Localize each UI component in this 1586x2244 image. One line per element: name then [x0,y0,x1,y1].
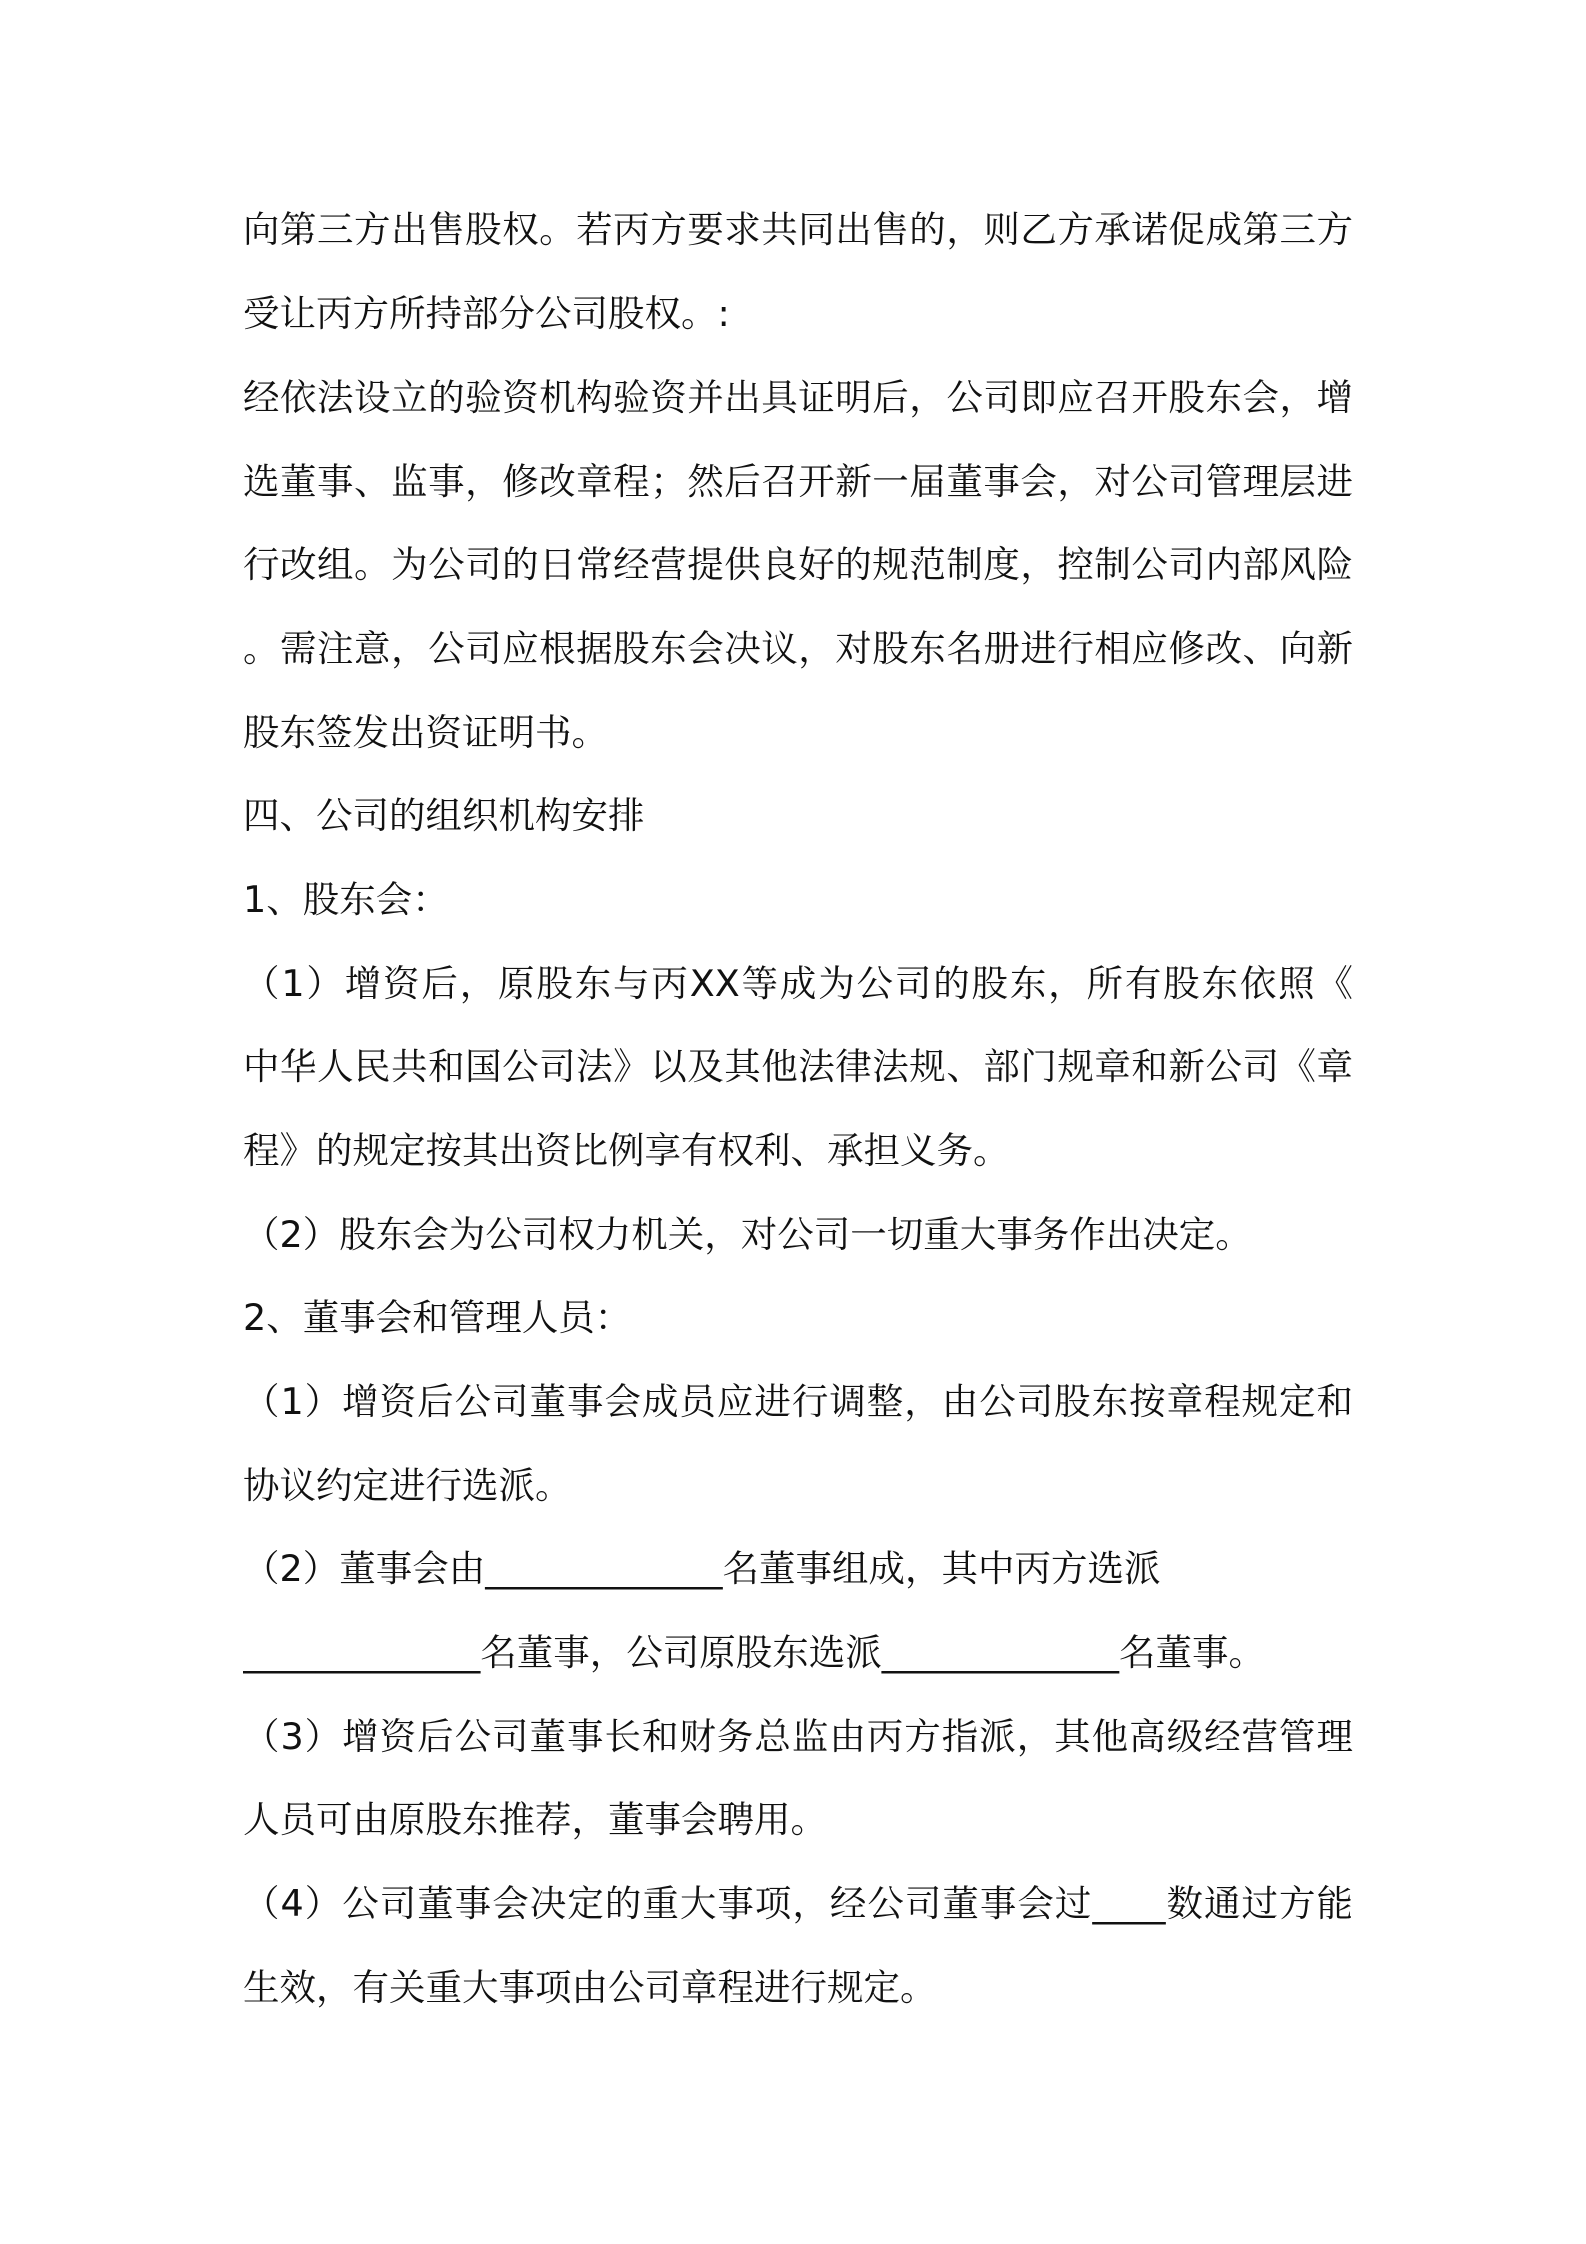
text-line: _____________名董事，公司原股东选派_____________名董事。 [243,1631,1265,1674]
text-line: 选董事、监事，修改章程；然后召开新一届董事会，对公司管理层进 [243,460,1353,503]
text-line: 行改组。为公司的日常经营提供良好的规范制度，控制公司内部风险 [243,543,1353,586]
text-line: 向第三方出售股权。若丙方要求共同出售的，则乙方承诺促成第三方 [243,208,1353,251]
subsection-heading: 2、董事会和管理人员： [243,1296,632,1339]
text-line: （1）增资后公司董事会成员应进行调整，由公司股东按章程规定和 [243,1380,1353,1423]
text-line: 人员可由原股东推荐，董事会聘用。 [243,1798,827,1841]
text-line: 中华人民共和国公司法》以及其他法律法规、部门规章和新公司《章 [243,1045,1353,1088]
text-line: 股东签发出资证明书。 [243,711,608,754]
text-line: 经依法设立的验资机构验资并出具证明后，公司即应召开股东会，增 [243,376,1353,419]
text-line: 生效，有关重大事项由公司章程进行规定。 [243,1966,937,2009]
text-line: （4）公司董事会决定的重大事项，经公司董事会过____数通过方能 [243,1882,1353,1925]
text-line: （2）董事会由_____________名董事组成，其中丙方选派 [243,1547,1161,1590]
text-line: （1）增资后，原股东与丙XX等成为公司的股东，所有股东依照《 [243,962,1353,1005]
text-line: 受让丙方所持部分公司股权。: [243,292,730,335]
text-line: （2）股东会为公司权力机关，对公司一切重大事务作出决定。 [243,1213,1252,1256]
text-line: 。需注意，公司应根据股东会决议，对股东名册进行相应修改、向新 [243,627,1353,670]
text-line: 协议约定进行选派。 [243,1464,572,1507]
text-line: （3）增资后公司董事长和财务总监由丙方指派，其他高级经营管理 [243,1715,1353,1758]
text-line: 程》的规定按其出资比例享有权利、承担义务。 [243,1129,1010,1172]
section-heading: 四、公司的组织机构安排 [243,794,645,837]
subsection-heading: 1、股东会： [243,878,449,921]
